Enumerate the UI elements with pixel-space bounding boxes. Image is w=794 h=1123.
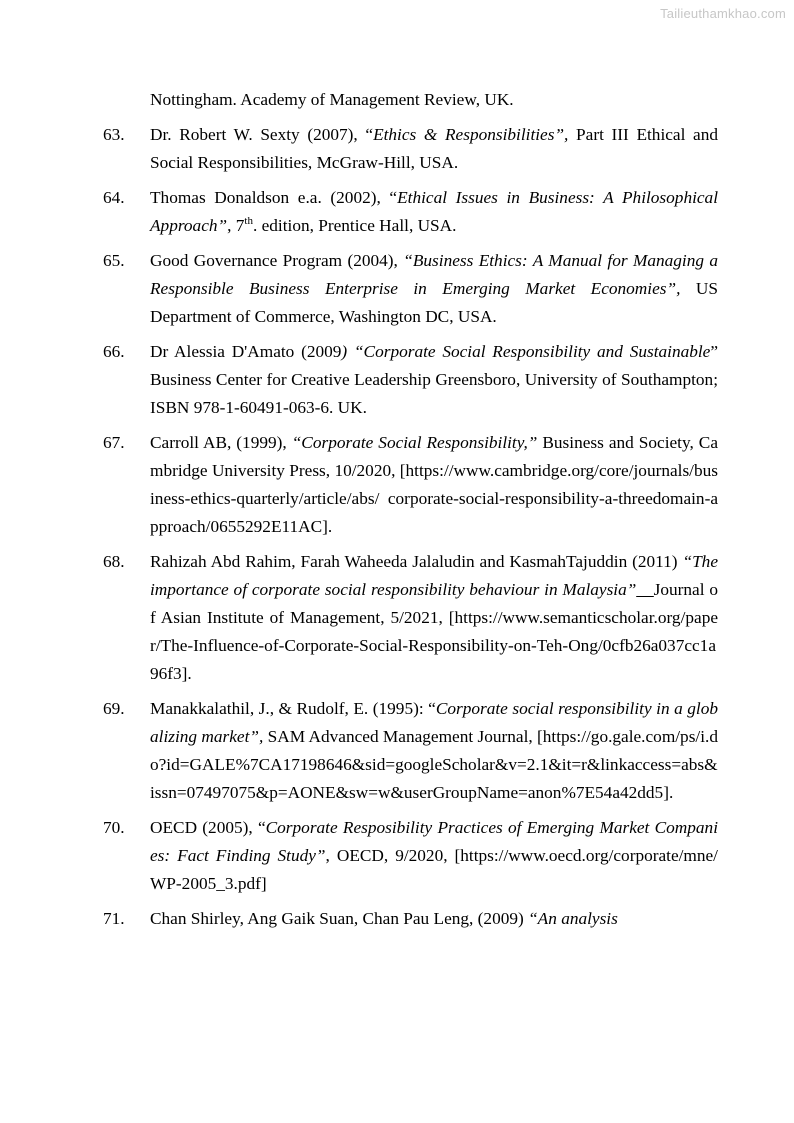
reference-title: ) “Corporate Social Responsibility and Sustainable: [341, 342, 711, 361]
reference-number: 65.: [103, 251, 125, 270]
reference-item: [103, 121, 718, 177]
reference-number: 68.: [103, 552, 125, 571]
reference-text: Rahizah Abd Rahim, Farah Waheeda Jalaludin and KasmahTajuddin (2011) “The importance of corporate social responsibility behaviour in Malaysia”__Journal of Asian Institute of Management, 5/2021, [https://www.semanticscholar.org/paper/The-Influence-of-Corporate-Social-Responsibility-on-Teh-Ong/0cfb26a037cc1a96f3].: [150, 552, 718, 683]
reference-number: 64.: [103, 188, 125, 207]
reference-number: 66.: [103, 342, 125, 361]
reference-text: Good Governance Program (2004), “Business Ethics: A Manual for Managing a Responsible Business Enterprise in Emerging Market Economies”, US Department of Commerce, Washington DC, USA.: [150, 251, 718, 326]
reference-item: [103, 548, 718, 688]
reference-title: “An analysis: [528, 909, 618, 928]
reference-continuation: Nottingham. Academy of Management Review, UK.: [150, 90, 514, 109]
reference-number: 70.: [103, 818, 125, 837]
reference-text: OECD (2005), “Corporate Resposibility Practices of Emerging Market Companies: Fact Finding Study”, OECD, 9/2020, [https://www.oecd.org/corporate/mne/WP-2005_3.pdf]: [150, 818, 718, 893]
reference-item: [103, 814, 718, 898]
reference-item: [103, 695, 718, 807]
reference-item: [103, 905, 718, 933]
reference-title: “The importance of corporate social responsibility behaviour in Malaysia”: [150, 552, 718, 599]
reference-text: Carroll AB, (1999), “Corporate Social Responsibility,” Business and Society, Cambridge University Press, 10/2020, [https://www.cambridge.org/core/journals/business-ethics-quarterly/article/abs/ corporate-social-responsibility-a-threedomain-approach/0655292E11AC].: [150, 433, 718, 536]
reference-text: Dr Alessia D'Amato (2009) “Corporate Social Responsibility and Sustainable” Business Center for Creative Leadership Greensboro, University of Southampton; ISBN 978-1-60491-063-6. UK.: [150, 342, 719, 417]
reference-text: Dr. Robert W. Sexty (2007), “Ethics & Responsibilities”, Part III Ethical and Social Responsibilities, McGraw-Hill, USA.: [150, 125, 718, 172]
reference-title: “Corporate Social Responsibility,”: [291, 433, 538, 452]
reference-title: Ethical Issues in Business: A Philosophical Approach”: [150, 188, 718, 235]
reference-text: Chan Shirley, Ang Gaik Suan, Chan Pau Leng, (2009) “An analysis: [150, 909, 618, 928]
reference-title: Ethics & Responsibilities”,: [373, 125, 569, 144]
reference-item: [103, 247, 718, 331]
watermark: Tailieuthamkhao.com: [660, 6, 786, 21]
reference-item: [103, 184, 718, 240]
reference-item: [103, 429, 718, 541]
reference-text: Manakkalathil, J., & Rudolf, E. (1995): “Corporate social responsibility in a globalizing market”, SAM Advanced Management Journal, [https://go.gale.com/ps/i.do?id=GALE%7CA17198646&sid=googleScholar&v=2.1&it=r&linkaccess=abs&issn=07497075&p=AONE&sw=w&userGroupName=anon%7E54a42dd5].: [150, 699, 719, 802]
reference-title: Corporate Resposibility Practices of Emerging Market Companies: Fact Finding Study”: [150, 818, 718, 865]
reference-item: [103, 338, 718, 422]
reference-number: 67.: [103, 433, 125, 452]
reference-text: Thomas Donaldson e.a. (2002), “Ethical Issues in Business: A Philosophical Approach”, 7th. edition, Prentice Hall, USA.: [150, 188, 718, 235]
reference-title: Corporate social responsibility in a globalizing market”,: [150, 699, 719, 746]
reference-number: 71.: [103, 909, 125, 928]
reference-title: “Business Ethics: A Manual for Managing a Responsible Business Enterprise in Emerging Market Economies”,: [150, 251, 718, 298]
reference-list: [103, 86, 718, 940]
reference-number: 63.: [103, 125, 125, 144]
reference-number: 69.: [103, 699, 125, 718]
